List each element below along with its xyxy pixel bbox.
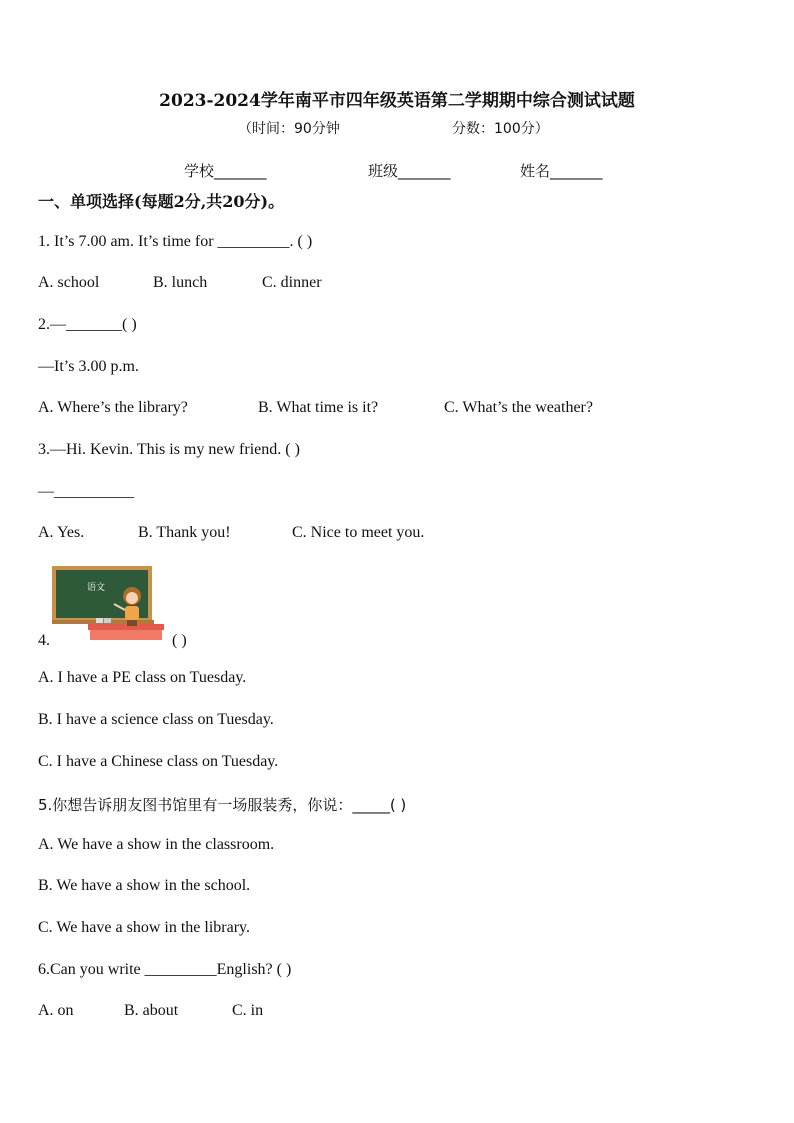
question-3-stem: 3.—Hi. Kevin. This is my new friend. ( ) (38, 441, 300, 458)
question-6-option-b: B. about (124, 1002, 179, 1019)
question-6-option-c: C. in (232, 1002, 264, 1019)
section-heading: 一、单项选择(每题2分,共20分)。 (38, 192, 285, 211)
question-3-option-a: A. Yes. (38, 524, 85, 541)
question-1-stem: 1. It’s 7.00 am. It’s time for _________. ( ) (38, 233, 313, 250)
question-4-option-b: B. I have a science class on Tuesday. (38, 711, 274, 728)
question-1-option-b: B. lunch (153, 274, 208, 291)
question-1-option-c: C. dinner (262, 274, 322, 291)
question-6-stem: 6.Can you write _________English? ( ) (38, 961, 292, 978)
question-4-number: 4. (38, 632, 50, 649)
exam-score: 分数：100分） (452, 121, 549, 137)
name-field: 姓名_______ (520, 162, 603, 180)
question-2-option-b: B. What time is it? (258, 399, 379, 416)
chinese-class-teacher-image (52, 566, 168, 642)
question-5-option-b: B. We have a show in the school. (38, 877, 251, 894)
question-6-option-a: A. on (38, 1002, 74, 1019)
question-5-option-c: C. We have a show in the library. (38, 919, 250, 936)
question-3-option-b: B. Thank you! (138, 524, 231, 541)
question-4-option-a: A. I have a PE class on Tuesday. (38, 669, 247, 686)
question-4-paren: ( ) (172, 632, 187, 649)
question-2-option-a: A. Where’s the library? (38, 399, 188, 416)
question-2-answer-line: —It’s 3.00 p.m. (38, 358, 139, 375)
question-2-stem: 2.—_______( ) (38, 316, 137, 333)
question-4-option-c: C. I have a Chinese class on Tuesday. (38, 753, 279, 770)
question-3-answer-line: —__________ (38, 483, 134, 500)
exam-time: （时间：90分钟 (238, 121, 340, 137)
question-3-option-c: C. Nice to meet you. (292, 524, 425, 541)
question-1-option-a: A. school (38, 274, 100, 291)
page-title: 2023-2024学年南平市四年级英语第二学期期中综合测试试题 (159, 91, 635, 111)
question-5-stem: 5.你想告诉朋友图书馆里有一场服装秀，你说：_____( ) (38, 796, 407, 814)
blackboard-label: 语文 (86, 583, 106, 593)
class-field: 班级_______ (368, 162, 451, 180)
school-field: 学校_______ (184, 162, 267, 180)
question-2-option-c: C. What’s the weather? (444, 399, 593, 416)
question-5-option-a: A. We have a show in the classroom. (38, 836, 275, 853)
